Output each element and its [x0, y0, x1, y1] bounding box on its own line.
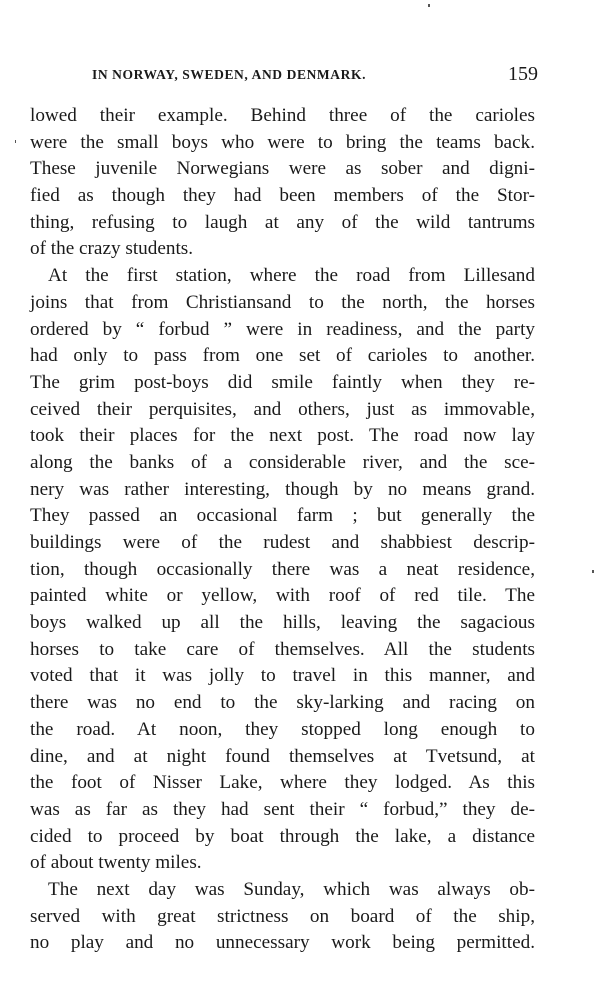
- text-line: took their places for the next post. The road now lay: [30, 425, 535, 447]
- text-line: was as far as they had sent their “ forbud,” they de-: [30, 798, 535, 820]
- text-line: thing, refusing to laugh at any of the wild tantrums: [30, 211, 535, 233]
- text-line: joins that from Christiansand to the north, the horses: [30, 291, 535, 313]
- text-line: were the small boys who were to bring the teams back.: [30, 131, 535, 153]
- text-line: buildings were of the rudest and shabbiest descrip-: [30, 532, 535, 553]
- running-head: IN NORWAY, SWEDEN, AND DENMARK.: [92, 67, 367, 82]
- text-line: the foot of Nisser Lake, where they lodged. As this: [30, 772, 535, 794]
- text-line: dine, and at night found themselves at Tvetsund, at: [30, 745, 535, 767]
- text-line: lowed their example. Behind three of the carioles: [30, 105, 535, 126]
- text-line: ordered by “ forbud ” were in readiness, and the party: [30, 318, 535, 340]
- body-text: [30, 103, 535, 957]
- text-line: voted that it was jolly to travel in this manner, and: [30, 665, 535, 687]
- text-line: painted white or yellow, with roof of red tile. The: [30, 585, 535, 607]
- text-line: At the first station, where the road from Lillesand: [48, 265, 535, 287]
- scan-speck: [592, 570, 594, 573]
- text-line: The grim post-boys did smile faintly when they re-: [30, 371, 535, 393]
- text-line: They passed an occasional farm ; but generally the: [30, 505, 535, 527]
- text-line: The next day was Sunday, which was always ob-: [48, 878, 535, 900]
- scan-speck: [15, 140, 16, 143]
- text-line: ceived their perquisites, and others, just as immovable,: [30, 398, 535, 420]
- paragraph: [30, 103, 535, 263]
- text-line: tion, though occasionally there was a neat residence,: [30, 558, 535, 580]
- page-header: [92, 64, 538, 88]
- page-number: 159: [508, 63, 538, 85]
- text-line: These juvenile Norwegians were as sober and digni-: [30, 158, 535, 180]
- paragraph: [30, 877, 535, 957]
- text-line: no play and no unnecessary work being permitted.: [30, 932, 535, 954]
- paragraph: [30, 263, 535, 877]
- text-line: horses to take care of themselves. All the students: [30, 638, 535, 660]
- scan-speck: [428, 4, 430, 7]
- text-line: nery was rather interesting, though by no means grand.: [30, 478, 535, 500]
- text-line: cided to proceed by boat through the lake, a distance: [30, 825, 535, 847]
- text-line: had only to pass from one set of carioles to another.: [30, 345, 535, 367]
- text-line: boys walked up all the hills, leaving the sagacious: [30, 612, 535, 634]
- text-line: there was no end to the sky-larking and racing on: [30, 692, 535, 714]
- text-line: of about twenty miles.: [30, 852, 202, 874]
- text-line: served with great strictness on board of the ship,: [30, 905, 535, 927]
- text-line: of the crazy students.: [30, 238, 194, 260]
- text-line: along the banks of a considerable river, and the sce-: [30, 451, 535, 473]
- text-line: the road. At noon, they stopped long enough to: [30, 718, 535, 740]
- text-line: fied as though they had been members of the Stor-: [30, 185, 535, 207]
